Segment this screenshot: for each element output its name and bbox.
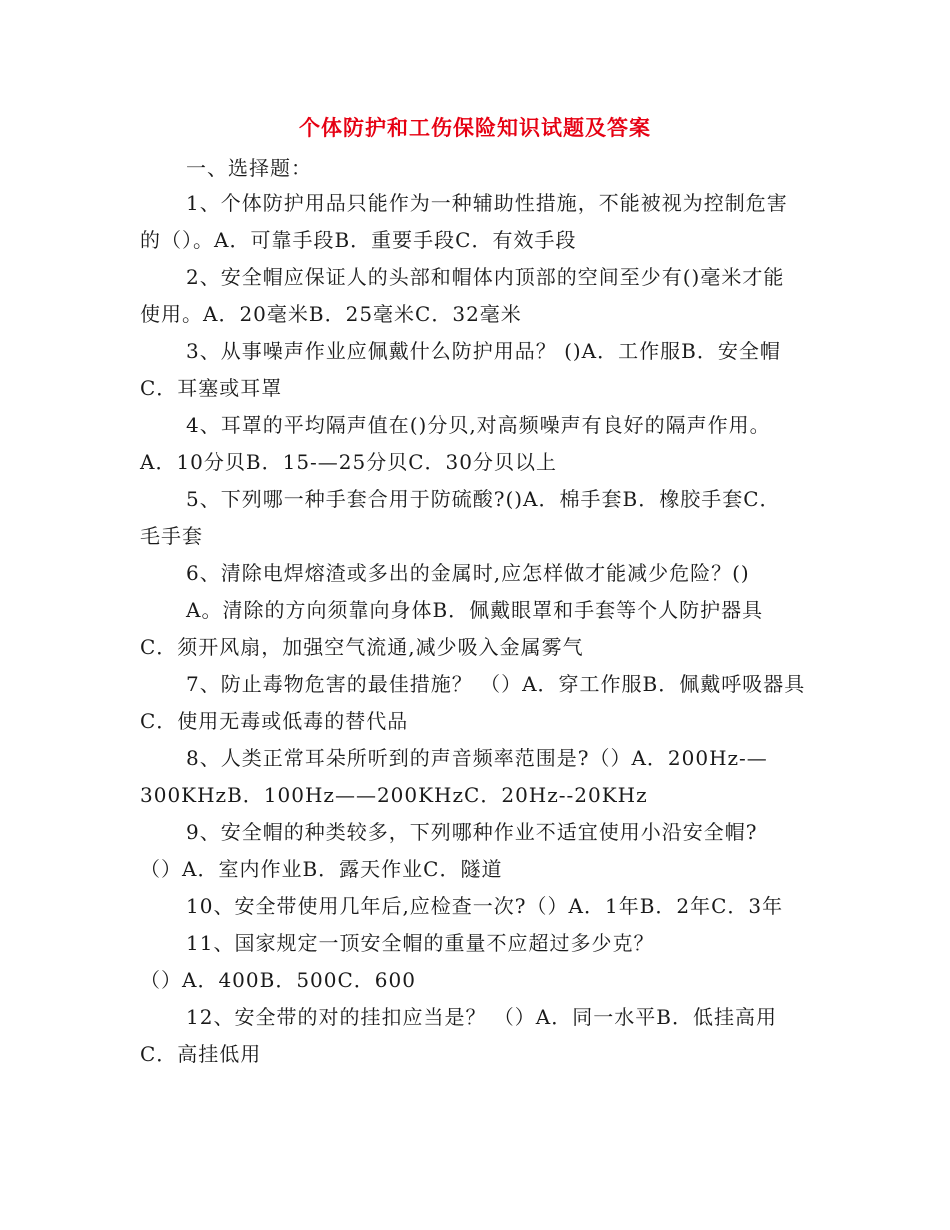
- question-6-line-2: A。清除的方向须靠向身体B．佩戴眼罩和手套等个人防护器具: [186, 598, 764, 622]
- question-9-line-2: （）A．室内作业B．露天作业C．隧道: [140, 857, 503, 881]
- question-6-line-3: C．须开风扇，加强空气流通,减少吸入金属雾气: [140, 635, 584, 659]
- question-2-line-2: 使用。A．20毫米B．25毫米C．32毫米: [140, 302, 522, 326]
- question-4-line-1: 4、耳罩的平均隔声值在()分贝,对高频噪声有良好的隔声作用。: [186, 413, 771, 437]
- question-1-line-1: 1、个体防护用品只能作为一种辅助性措施，不能被视为控制危害: [186, 191, 788, 215]
- question-5-line-2: 毛手套: [140, 524, 203, 548]
- question-2-line-1: 2、安全帽应保证人的头部和帽体内顶部的空间至少有()毫米才能: [186, 265, 785, 289]
- question-10-line-1: 10、安全带使用几年后,应检查一次?（）A．1年B．2年C．3年: [186, 894, 784, 918]
- question-12-line-1: 12、安全带的对的挂扣应当是？ （）A．同一水平B．低挂高用: [186, 1005, 777, 1029]
- question-7-line-1: 7、防止毒物危害的最佳措施？ （）A．穿工作服B．佩戴呼吸器具: [186, 672, 806, 696]
- question-1-line-2: 的（）。A．可靠手段B．重要手段C．有效手段: [140, 228, 577, 252]
- question-5-line-1: 5、下列哪一种手套合用于防硫酸?()A．棉手套B．橡胶手套C．: [186, 487, 781, 511]
- question-4-line-2: A．10分贝B．15-—25分贝C．30分贝以上: [140, 450, 557, 474]
- question-6-line-1: 6、清除电焊熔渣或多出的金属时,应怎样做才能减少危险？(): [186, 561, 750, 585]
- question-8-line-2: 300KHzB．100Hz——200KHzC．20Hz--20KHz: [140, 783, 648, 807]
- section-heading: 一、选择题：: [186, 156, 312, 180]
- question-3-line-1: 3、从事噪声作业应佩戴什么防护用品？ ()A．工作服B．安全帽: [186, 339, 781, 363]
- question-11-line-1: 11、国家规定一顶安全帽的重量不应超过多少克？: [186, 931, 655, 955]
- question-9-line-1: 9、安全帽的种类较多，下列哪种作业不适宜使用小沿安全帽?: [186, 820, 758, 844]
- question-11-line-2: （）A．400B．500C．600: [140, 968, 416, 992]
- question-7-line-2: C．使用无毒或低毒的替代品: [140, 709, 409, 733]
- question-8-line-1: 8、人类正常耳朵所听到的声音频率范围是?（）A．200Hz-—: [186, 746, 768, 770]
- document-title: 个体防护和工伤保险知识试题及答案: [299, 115, 651, 140]
- question-12-line-2: C．高挂低用: [140, 1042, 262, 1066]
- question-3-line-2: C．耳塞或耳罩: [140, 376, 283, 400]
